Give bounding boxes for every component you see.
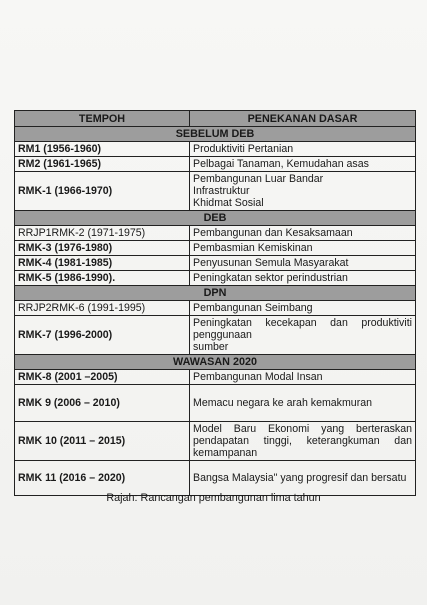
section-title: WAWASAN 2020 xyxy=(15,355,416,370)
table-row xyxy=(15,385,416,422)
section-header-row xyxy=(15,355,416,370)
period-cell: RMK-1 (1966-1970) xyxy=(15,172,190,211)
table-row xyxy=(15,172,416,211)
emphasis-cell xyxy=(190,256,416,271)
table-row xyxy=(15,301,416,316)
emphasis-line: sumber xyxy=(193,341,229,353)
period-cell: RRJP1RMK-2 (1971-1975) xyxy=(15,226,190,241)
table-body xyxy=(15,127,416,496)
emphasis-line: Pelbagai Tanaman, Kemudahan asas xyxy=(193,158,369,170)
emphasis-cell xyxy=(190,370,416,385)
period-cell: RMK-3 (1976-1980) xyxy=(15,241,190,256)
section-title: SEBELUM DEB xyxy=(15,127,416,142)
emphasis-line: Pembasmian Kemiskinan xyxy=(193,242,313,254)
table-row xyxy=(15,241,416,256)
emphasis-cell xyxy=(190,301,416,316)
table-row xyxy=(15,157,416,172)
section-header-row xyxy=(15,211,416,226)
table-row xyxy=(15,271,416,286)
period-cell: RMK-4 (1981-1985) xyxy=(15,256,190,271)
table-row xyxy=(15,316,416,355)
period-cell: RMK-8 (2001 –2005) xyxy=(15,370,190,385)
emphasis-line: Pembangunan dan Kesaksamaan xyxy=(193,227,353,239)
section-header-row xyxy=(15,286,416,301)
period-cell: RMK-5 (1986-1990). xyxy=(15,271,190,286)
emphasis-cell xyxy=(190,271,416,286)
emphasis-line: Model Baru Ekonomi yang berteraskan pendapatan tinggi, keterangkuman dan kemampanan xyxy=(193,423,412,459)
emphasis-cell xyxy=(190,385,416,422)
emphasis-line: Peningkatan sektor perindustrian xyxy=(193,272,348,284)
period-cell: RMK 9 (2006 – 2010) xyxy=(15,385,190,422)
emphasis-line: Peningkatan kecekapan dan produktiviti penggunaan xyxy=(193,317,412,341)
emphasis-cell xyxy=(190,142,416,157)
period-cell: RRJP2RMK-6 (1991-1995) xyxy=(15,301,190,316)
figure-caption: Rajah: Rancangan pembangunan lima tahun xyxy=(106,492,321,504)
emphasis-line: Memacu negara ke arah kemakmuran xyxy=(193,397,373,409)
emphasis-line: Penyusunan Semula Masyarakat xyxy=(193,257,349,269)
emphasis-cell xyxy=(190,226,416,241)
header-period: TEMPOH xyxy=(15,111,190,127)
emphasis-line: Infrastruktur xyxy=(193,185,250,197)
table-row xyxy=(15,422,416,461)
table-header-row xyxy=(15,111,416,127)
development-plan-table xyxy=(14,110,416,496)
emphasis-cell xyxy=(190,157,416,172)
table-row xyxy=(15,142,416,157)
emphasis-cell xyxy=(190,172,416,211)
table-row xyxy=(15,256,416,271)
emphasis-cell xyxy=(190,316,416,355)
table-row xyxy=(15,226,416,241)
emphasis-cell xyxy=(190,461,416,496)
emphasis-line: Khidmat Sosial xyxy=(193,197,264,209)
section-title: DEB xyxy=(15,211,416,226)
section-title: DPN xyxy=(15,286,416,301)
emphasis-line: Produktiviti Pertanian xyxy=(193,143,294,155)
table-row xyxy=(15,461,416,496)
period-cell: RMK-7 (1996-2000) xyxy=(15,316,190,355)
emphasis-line: Pembangunan Seimbang xyxy=(193,302,313,314)
period-cell: RM2 (1961-1965) xyxy=(15,157,190,172)
header-emphasis: PENEKANAN DASAR xyxy=(190,111,416,127)
period-cell: RM1 (1956-1960) xyxy=(15,142,190,157)
emphasis-cell xyxy=(190,241,416,256)
emphasis-line: Bangsa Malaysia" yang progresif dan bersatu xyxy=(193,472,407,484)
period-cell: RMK 10 (2011 – 2015) xyxy=(15,422,190,461)
section-header-row xyxy=(15,127,416,142)
table-row xyxy=(15,370,416,385)
emphasis-cell xyxy=(190,422,416,461)
period-cell: RMK 11 (2016 – 2020) xyxy=(15,461,190,496)
emphasis-line: Pembangunan Modal Insan xyxy=(193,371,323,383)
emphasis-line: Pembangunan Luar Bandar xyxy=(193,173,324,185)
